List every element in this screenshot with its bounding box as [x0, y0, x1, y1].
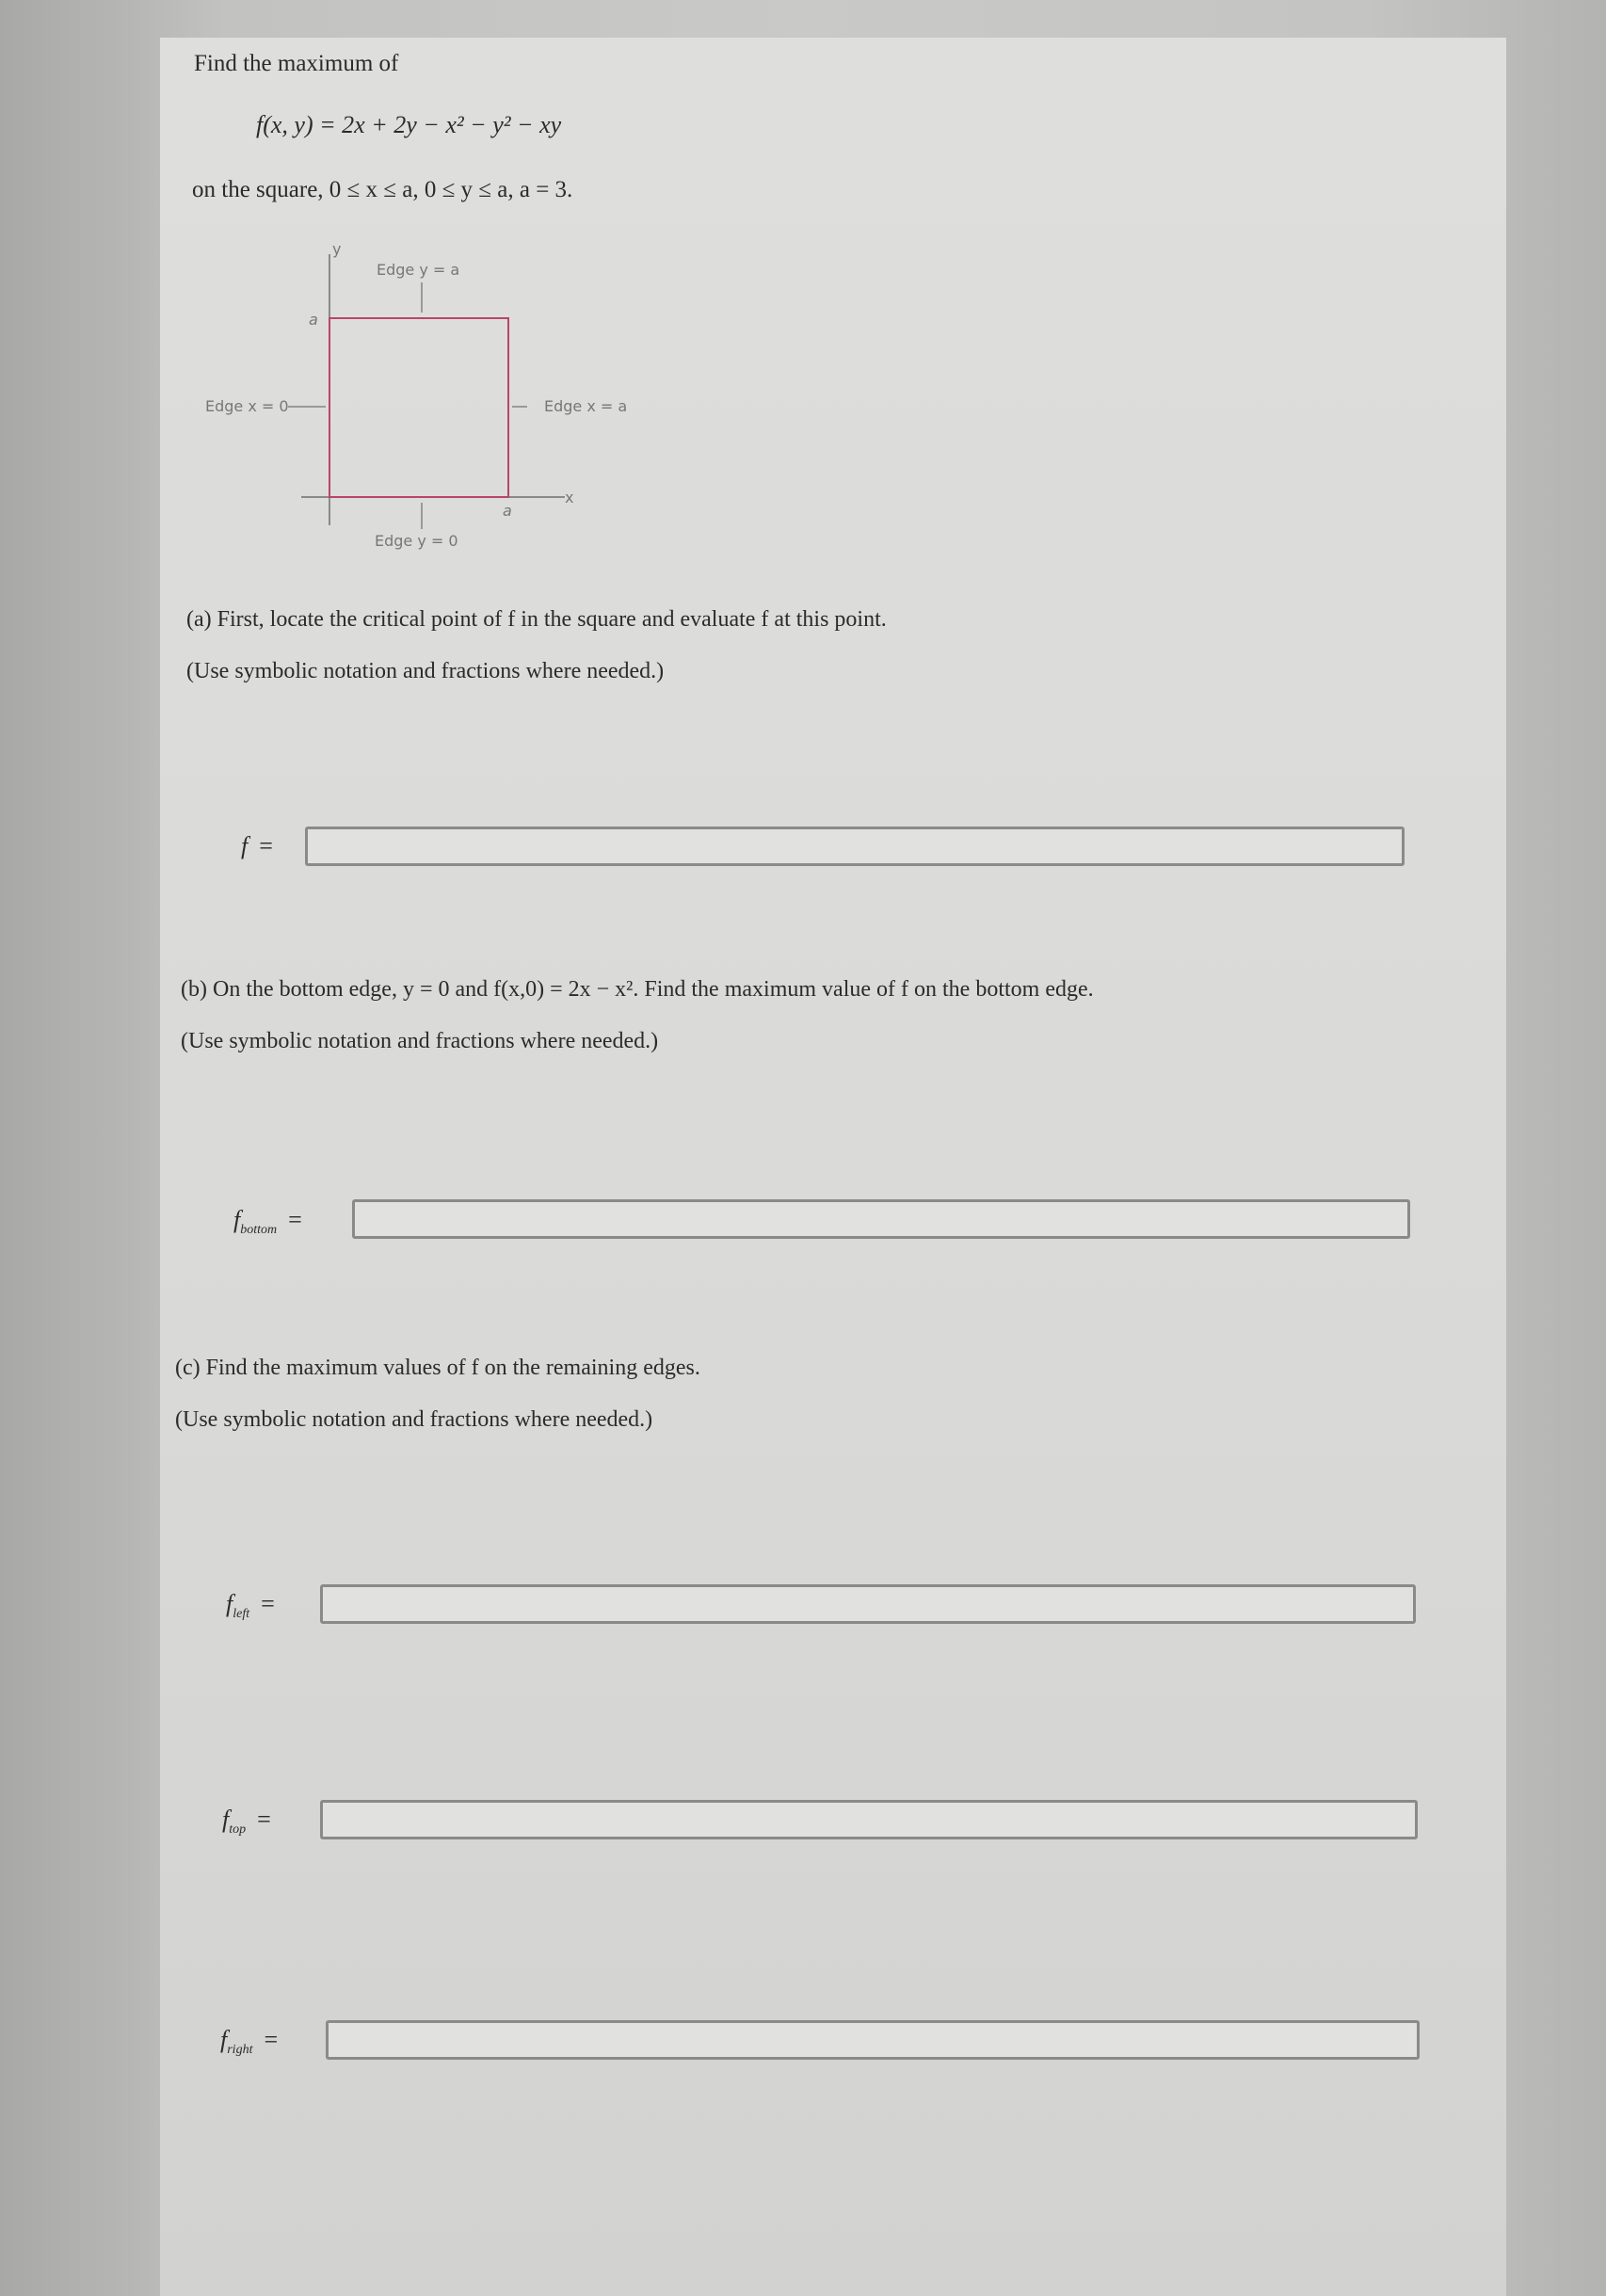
part-a-note: (Use symbolic notation and fractions where needed.): [186, 659, 665, 683]
edge-left-label: Edge x = 0: [205, 397, 289, 415]
part-c-left-answer-box[interactable]: [320, 1584, 1416, 1624]
part-c-top-answer-box[interactable]: [320, 1800, 1418, 1839]
edge-top-label: Edge y = a: [377, 261, 460, 279]
square-region: [329, 318, 508, 497]
edge-bottom-label: Edge y = 0: [375, 532, 458, 550]
part-b-label-f: f: [233, 1206, 241, 1233]
part-b-answer-box[interactable]: [352, 1199, 1410, 1239]
part-a-label-f: f: [241, 832, 249, 859]
part-c-top-answer-input[interactable]: [323, 1803, 1415, 1837]
part-b-label: [233, 1206, 302, 1238]
part-c-right-label-f: f: [220, 2026, 228, 2053]
problem-intro: Find the maximum of: [194, 51, 399, 76]
part-c-top-label: [222, 1806, 271, 1838]
problem-domain: on the square, 0 ≤ x ≤ a, 0 ≤ y ≤ a, a = 3.: [192, 177, 573, 202]
part-c-right-label: [220, 2026, 278, 2058]
square-diagram: [188, 235, 640, 565]
part-a-answer-box[interactable]: [305, 827, 1405, 866]
a-label-x: a: [503, 502, 512, 520]
part-c-right-answer-box[interactable]: [326, 2020, 1420, 2060]
equals-sign: =: [261, 1590, 275, 1617]
equals-sign: =: [264, 2026, 279, 2053]
equals-sign: =: [257, 1806, 271, 1833]
part-b-note: (Use symbolic notation and fractions where needed.): [181, 1029, 659, 1053]
edge-right-label: Edge x = a: [544, 397, 628, 415]
equals-sign: =: [259, 832, 273, 859]
part-a-answer-input[interactable]: [308, 829, 1402, 863]
y-axis-label: y: [332, 240, 342, 258]
part-a-label: [241, 832, 273, 860]
part-c-note: (Use symbolic notation and fractions where needed.): [175, 1407, 653, 1432]
part-c-right-label-sub: right: [227, 2043, 253, 2057]
part-a-question: (a) First, locate the critical point of f in the square and evaluate f at this point.: [186, 607, 887, 632]
part-c-top-label-f: f: [222, 1806, 230, 1833]
part-c-left-answer-input[interactable]: [323, 1587, 1413, 1621]
part-b-question: (b) On the bottom edge, y = 0 and f(x,0) = 2x − x². Find the maximum value of f on the bottom edge.: [181, 977, 1094, 1002]
problem-formula: f(x, y) = 2x + 2y − x² − y² − xy: [256, 111, 562, 138]
part-c-right-answer-input[interactable]: [329, 2023, 1417, 2057]
part-c-left-label-f: f: [226, 1590, 233, 1617]
x-axis-label: x: [565, 489, 574, 506]
a-label-y: a: [309, 311, 318, 329]
part-c-top-label-sub: top: [229, 1822, 247, 1837]
equals-sign: =: [288, 1206, 302, 1233]
part-c-left-label-sub: left: [233, 1607, 250, 1621]
part-c-question: (c) Find the maximum values of f on the remaining edges.: [175, 1356, 700, 1380]
part-b-answer-input[interactable]: [355, 1202, 1407, 1236]
part-c-left-label: [226, 1590, 275, 1622]
part-b-label-sub: bottom: [240, 1223, 278, 1237]
